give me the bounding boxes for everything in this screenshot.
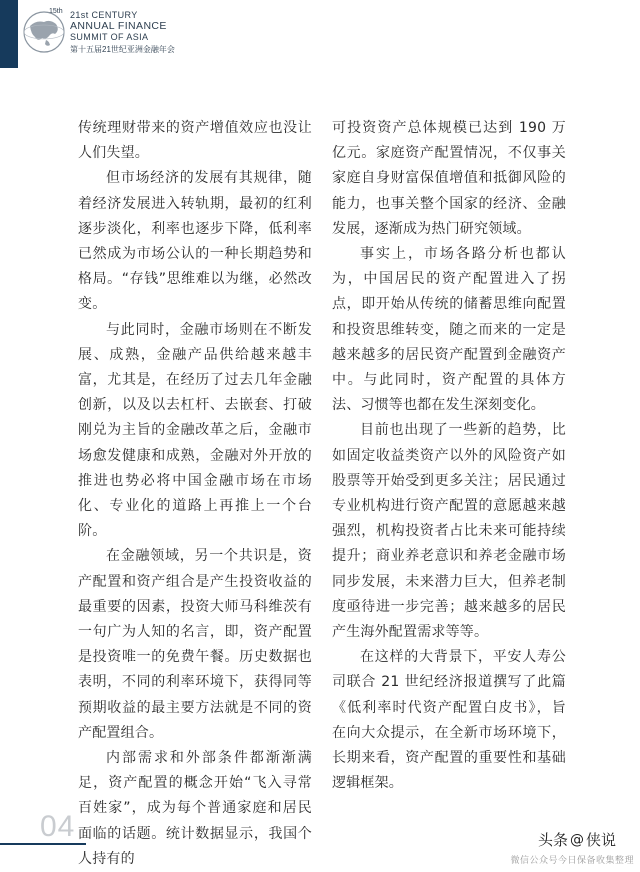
logo-ordinal: 15th bbox=[49, 8, 63, 15]
at-icon: @ bbox=[569, 831, 584, 848]
paragraph: 内部需求和外部条件都渐渐满足，资产配置的概念开始“飞入寻常百姓家”，成为每个普通家庭和居民面临的话题。统计数据显示，我国个人持有的 bbox=[78, 750, 312, 867]
logo-line-chinese: 第十五届21世纪亚洲金融年会 bbox=[70, 45, 175, 54]
paragraph: 在金融领域，另一个共识是，资产配置和资产组合是产生投资收益的最重要的因素，投资大师马科维茨有一句广为人知的名言，即，资产配置是投资唯一的免费午餐。历史数据也表明，不同的利率环境下，获得同等预期收益的最主要方法就是不同的资产配置组合。 bbox=[78, 548, 312, 741]
paragraph: 但市场经济的发展有其规律，随着经济发展进入转轨期，最初的红利逐步淡化，利率也逐步下降，低利率已然成为市场公认的一种长期趋势和格局。“存钱”思维难以为继，必然改变。 bbox=[78, 170, 312, 313]
footer-divider bbox=[0, 843, 86, 845]
watermark-caption: 微信公众号今日保备收集整理 bbox=[510, 856, 634, 866]
header-corner-bar bbox=[0, 0, 18, 68]
paragraph: 在这样的大背景下，平安人寿公司联合 21 世纪经济报道撰写了此篇《低利率时代资产配置白皮书》，旨在向大众提示，在全新市场环境下，长期来看，资产配置的重要性和基础逻辑框架。 bbox=[332, 649, 566, 792]
paragraph: 与此同时，金融市场则在不断发展、成熟，金融产品供给越来越丰富，尤其是，在经历了过去几年金融创新，以及以去杠杆、去嵌套、打破刚兑为主旨的金融改革之后，金融市场愈发健康和成熟，金融对外开放的推进也势必将中国金融市场在市场化、专业化的道路上再推上一个台阶。 bbox=[78, 321, 312, 540]
logo-line-summit: SUMMIT OF ASIA bbox=[70, 32, 149, 42]
paragraph: 传统理财带来的资产增值效应也没让人们失望。 bbox=[78, 120, 312, 162]
page-number: 04 bbox=[40, 810, 76, 843]
paragraph: 可投资资产总体规模已达到 190 万亿元。家庭资产配置情况，不仅事关家庭自身财富保值增值和抵御风险的能力，也事关整个国家的经济、金融发展，逐渐成为热门研究领域。 bbox=[332, 120, 566, 237]
summit-logo bbox=[22, 8, 192, 68]
logo-line-century: 21st CENTURY bbox=[70, 10, 138, 20]
paragraph: 目前也出现了一些新的趋势，比如固定收益类资产以外的风险资产如股票等开始受到更多关注；居民通过专业机构进行资产配置的意愿越来越强烈，机构投资者占比未来可能持续提升；商业养老意识和养老金融市场同步发展，未来潜力巨大，但养老制度亟待进一步完善；越来越多的居民产生海外配置需求等等。 bbox=[332, 422, 566, 641]
paragraph: 事实上，市场各路分析也都认为，中国居民的资产配置进入了拐点，即开始从传统的储蓄思维向配置和投资思维转变，随之而来的一定是越来越多的居民资产配置到金融资产中。与此同时，资产配置的具体方法、习惯等也都在发生深刻变化。 bbox=[332, 246, 566, 414]
watermark-handle: 侠说 bbox=[585, 831, 616, 849]
watermark-platform: 头条 bbox=[537, 831, 568, 849]
toutiao-watermark bbox=[538, 829, 616, 850]
left-text-column bbox=[78, 116, 312, 872]
globe-map-icon bbox=[22, 10, 66, 54]
right-text-column bbox=[332, 116, 566, 796]
logo-line-annual-finance: ANNUAL FINANCE bbox=[70, 20, 167, 32]
